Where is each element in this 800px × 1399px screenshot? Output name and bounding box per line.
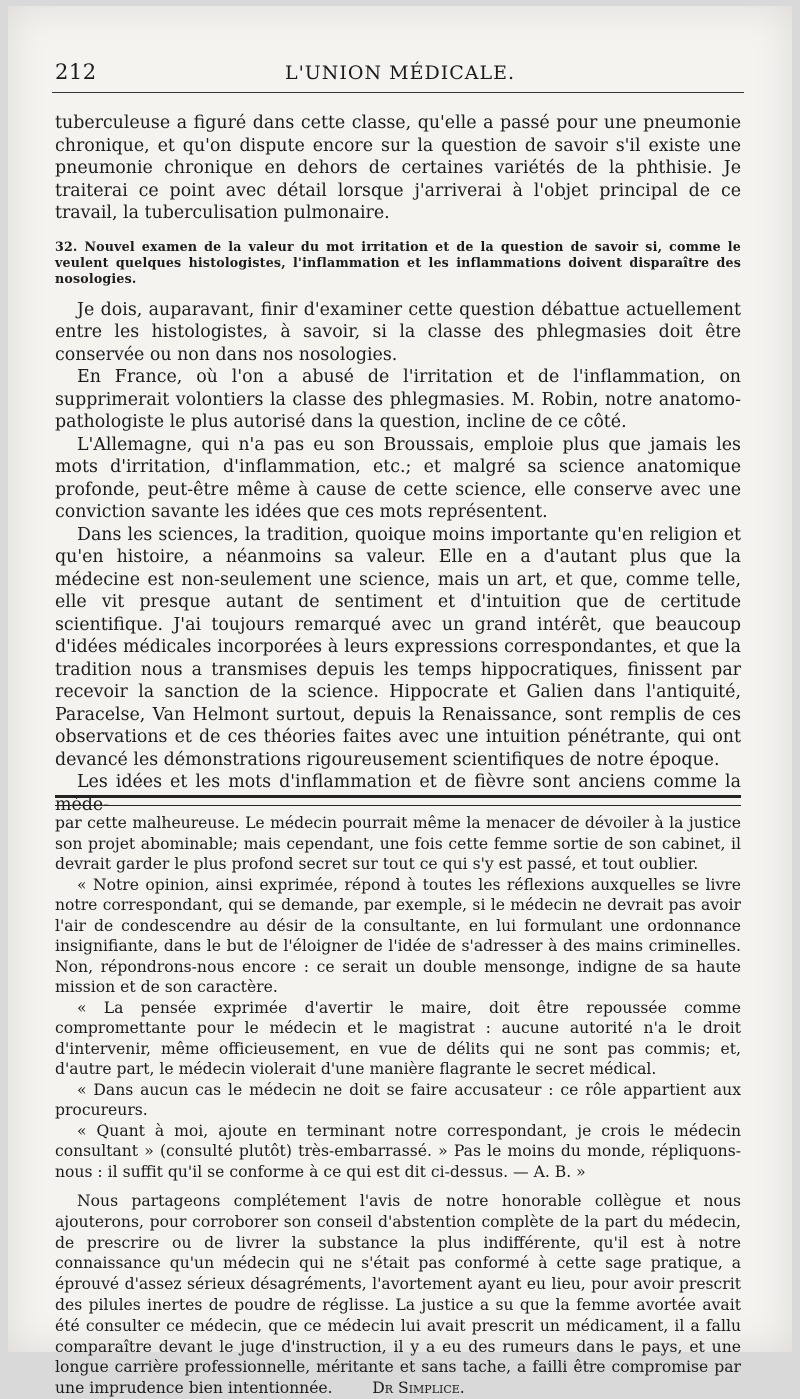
feuilleton-text xyxy=(55,813,741,1399)
body-paragraph: L'Allemagne, qui n'a pas eu son Broussais, emploie plus que jamais les mots d'irritation, d'inflammation, etc.; et malgré sa science anatomique profonde, peut-être même à cause de cette science, elle conserve avec une conviction savante les idées que ces mots représentent. xyxy=(55,434,741,522)
feuilleton-paragraph: « La pensée exprimée d'avertir le maire, doit être repoussée comme compromettante pour le médecin et le magistrat : aucune autorité n'a le droit d'intervenir, même officieusement, en vue de délits qui ne sont pas commis; et, d'autre part, le médecin violerait d'une manière flagrante le secret médical. xyxy=(55,998,741,1078)
editor-note xyxy=(55,1191,741,1399)
main-text xyxy=(55,112,741,816)
feuilleton-paragraph: « Notre opinion, ainsi exprimée, répond à toutes les réflexions auxquelles se livre notre correspondant, qui se demande, par exemple, si le médecin ne devrait pas avoir l'air de condescendre au désir de la consultante, en lui formulant une ordonnance insignifiante, dans le but de l'éloigner de l'idée de s'adresser à des mains criminelles. Non, répondrons-nous encore : ce serait un double mensonge, indigne de sa haute mission et de son caractère. xyxy=(55,875,741,996)
section-divider xyxy=(55,795,741,806)
body-paragraph: Dans les sciences, la tradition, quoique moins importante qu'en religion et qu'en histoire, a néanmoins sa valeur. Elle en a d'autant plus que la médecine est non-seulement une science, mais un art, et que, comme telle, elle vit presque autant de sentiment et d'intuition que de certitude scientifique. J'ai toujours remarqué avec un grand intérêt, que beaucoup d'idées médicales incorporées à leurs expressions correspondantes, et que la tradition nous a transmises depuis les temps hippocratiques, finissent par recevoir la sanction de la science. Hippocrate et Galien dans l'antiquité, Paracelse, Van Helmont surtout, depuis la Renaissance, sont remplis de ces observations et de ces théories faites avec une intuition pénétrante, qui ont devancé les démonstrations rigoureusement scientifiques de notre époque. xyxy=(55,524,741,770)
page-number: 212 xyxy=(55,60,97,84)
page-header xyxy=(55,60,745,88)
body-paragraph: Les idées et les mots d'inflammation et de fièvre sont anciens comme la méde- xyxy=(55,772,741,815)
feuilleton-paragraph: « Quant à moi, ajoute en terminant notre correspondant, je crois le médecin consultant » (consulté plutôt) très-embarrassé. » Pas le moins du monde, répliquons-nous : il suffit qu'il se conforme à ce qui est dit ci-dessus. — A. B. » xyxy=(55,1121,741,1181)
body-paragraph: Je dois, auparavant, finir d'examiner cette question débattue actuellement entre les histologistes, à savoir, si la classe des phlegmasies doit être conservée ou non dans nos nosologies. xyxy=(55,299,741,365)
section-heading: 32. Nouvel examen de la valeur du mot irritation et de la question de savoir si, comme le veulent quelques histologistes, l'inflammation et les inflammations doivent disparaître des nosologies. xyxy=(55,238,741,286)
header-rule xyxy=(52,92,744,93)
signature: Dr Simplice. xyxy=(372,1379,465,1398)
continued-paragraph: tuberculeuse a figuré dans cette classe, qu'elle a passé pour une pneumonie chronique, et qu'on dispute encore sur la question de savoir s'il existe une pneumonie chronique en dehors de certaines variétés de la phthisie. Je traiterai ce point avec détail lorsque j'arriverai à l'objet principal de ce travail, la tuberculisation pulmonaire. xyxy=(55,113,741,223)
editor-note-text: Nous partageons complétement l'avis de notre honorable collègue et nous ajouterons, pour corroborer son conseil d'abstention complète de la part du médecin, de prescrire ou de livrer la substance la plus indifférente, qu'il est à notre connaissance qu'un médecin qui ne s'était pas conformé à cette sage pratique, a éprouvé d'assez sérieux désagréments, l'avortement ayant eu lieu, pour avoir prescrit des pilules inertes de poudre de réglisse. La justice a su que la femme avortée avait été consulter ce médecin, que ce médecin lui avait prescrit un médicament, il a fallu comparaître devant le juge d'instruction, il y a eu des rumeurs dans le pays, et une longue carrière professionnelle, méritante et sans tache, a failli être compromise par une imprudence bien intentionnée. xyxy=(55,1192,741,1398)
feuilleton-paragraph: par cette malheureuse. Le médecin pourrait même la menacer de dévoiler à la justice son projet abominable; mais cependant, une fois cette femme sortie de son cabinet, il devrait garder le plus profond secret sur tout ce qui s'y est passé, et tout oublier. xyxy=(55,814,741,873)
running-title: L'UNION MÉDICALE. xyxy=(284,62,516,84)
body-paragraph: En France, où l'on a abusé de l'irritation et de l'inflammation, on supprimerait volontiers la classe des phlegmasies. M. Robin, notre anatomo-pathologiste le plus autorisé dans la question, incline de ce côté. xyxy=(55,367,741,432)
feuilleton-paragraph: « Dans aucun cas le médecin ne doit se faire accusateur : ce rôle appartient aux procureurs. xyxy=(55,1080,741,1119)
